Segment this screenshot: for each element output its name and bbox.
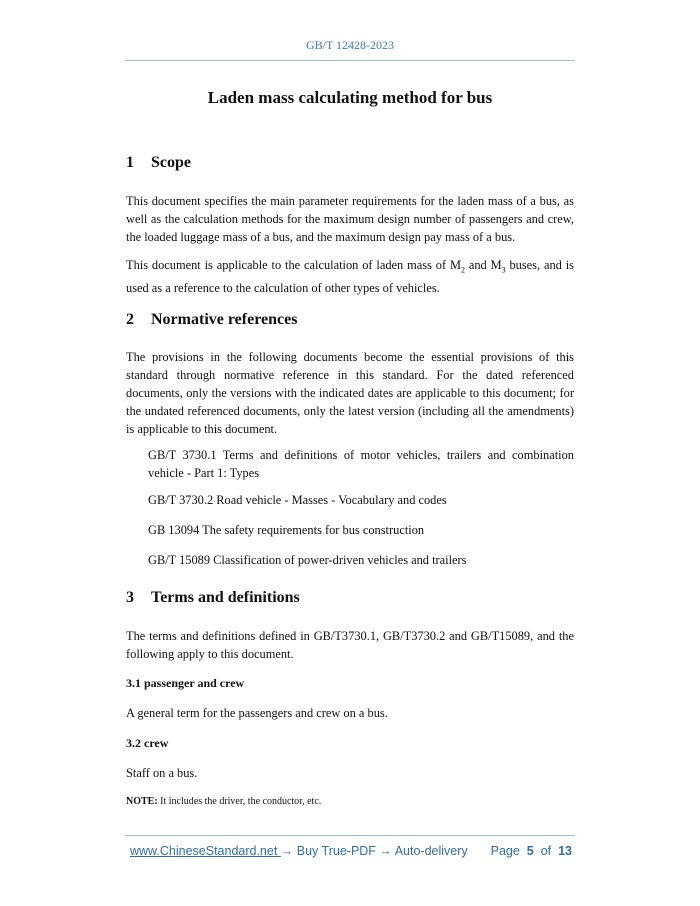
footer-rule (125, 835, 575, 836)
normative-paragraph: The provisions in the following documents become the essential provisions of this standard through normative reference in this standard. For the dated referenced documents, only the versions with the indicated dates are applicable to this document; for the undated referenced documents, only the latest version (including all the amendments) is applicable to this document. (126, 350, 574, 436)
section-number: 2 (126, 311, 134, 328)
reference-item: GB/T 3730.2 Road vehicle - Masses - Vocabulary and codes (148, 493, 447, 507)
document-title: Laden mass calculating method for bus (207, 88, 493, 107)
term-title: 3.1 passenger and crew (126, 676, 245, 690)
section-title: Scope (151, 154, 191, 171)
total-pages: 13 (558, 844, 572, 858)
note (126, 796, 321, 807)
of-label: of (540, 844, 552, 858)
footer-promo-text: → Buy True-PDF → Auto-delivery (280, 844, 468, 858)
footer (130, 844, 572, 858)
reference-item: GB 13094 The safety requirements for bus construction (148, 523, 425, 537)
website-link[interactable]: www.ChineseStandard.net (130, 844, 281, 858)
reference-item: GB/T 15089 Classification of power-driven vehicles and trailers (148, 553, 467, 567)
reference-item: GB/T 3730.1 Terms and definitions of motor vehicles, trailers and combination vehicle - Part 1: Types (148, 448, 574, 480)
footer-promo (130, 844, 468, 858)
page-label: Page (490, 844, 520, 858)
page-number: 5 (526, 844, 534, 858)
text: This document is applicable to the calculation of laden mass of M (126, 258, 461, 272)
page-indicator (491, 844, 572, 858)
scope-paragraph-1: This document specifies the main parameter requirements for the laden mass of a bus, as well as the calculation methods for the maximum design number of passengers and crew, the loaded luggage mass of a bus, and the maximum design pay mass of a bus. (126, 194, 574, 244)
header-rule (125, 60, 575, 61)
section-heading-terms (126, 589, 300, 607)
section-heading-scope (126, 154, 191, 172)
term-title: 3.2 crew (126, 736, 169, 750)
header-doc-id: GB/T 12428-2023 (305, 38, 395, 52)
note-label: NOTE: (126, 796, 158, 807)
text: buses, and is used as a reference to the calculation of other types of vehicles. (126, 258, 574, 296)
section-title: Normative references (151, 311, 298, 328)
subscript: 3 (501, 265, 506, 275)
text: and M (464, 258, 502, 272)
section-heading-normative (126, 311, 297, 329)
note-text: It includes the driver, the conductor, etc. (157, 796, 322, 807)
section-number: 1 (126, 154, 134, 171)
scope-paragraph-2 (126, 256, 574, 297)
terms-paragraph: The terms and definitions defined in GB/T3730.1, GB/T3730.2 and GB/T15089, and the following apply to this document. (126, 629, 574, 661)
section-number: 3 (126, 589, 134, 606)
subscript: 2 (460, 265, 465, 275)
term-definition: A general term for the passengers and crew on a bus. (126, 706, 388, 720)
term-definition: Staff on a bus. (126, 766, 198, 780)
section-title: Terms and definitions (151, 589, 300, 606)
